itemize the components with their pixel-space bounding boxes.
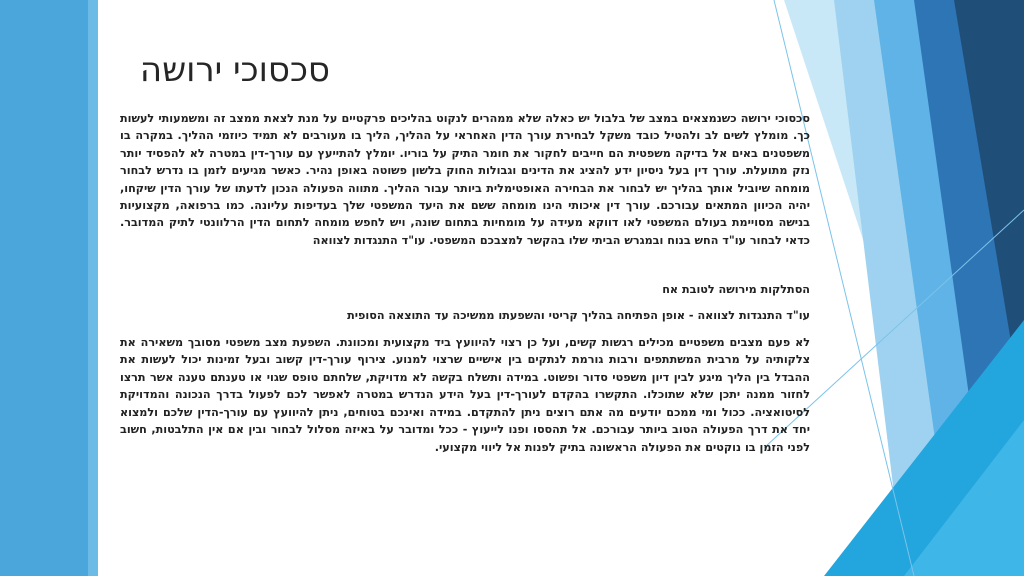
slide-body [120, 110, 810, 456]
left-decor-stripe [88, 0, 98, 576]
section-heading-1: הסתלקות מירושה לטובת אח [662, 283, 810, 297]
section-heading-2: עו"ד התנגדות לצוואה - אופן הפתיחה בהליך קריטי והשפעתו ממשיכה עד התוצאה הסופית [347, 308, 810, 322]
left-decor-band [0, 0, 96, 576]
page-title: סכסוכי ירושה [139, 50, 330, 90]
body-paragraph-1: סכסוכי ירושה כשנמצאים במצב של בלבול יש כאלה שלא ממהרים לנקוט בהליכים פרקטיים על מנת לצאת ממצב זה ומשמעותי לעשות כך. מומלץ לשים לב ולהטיל כובד משקל לבחירת עורך הדין האחראי על ההליך, הליך בו מעורבים לא תמיד כיוזמי ההליך. במקרה בו משפטנים באים אל בדיקה משפטית הם חייבים לחקור את חומר התיק על בוריו. יומלץ להתייעץ עם עורך-דין במטרה לא להפסיד יותר נזק מתועלת. עורך דין בעל ניסיון ידע להציג את הדינים וגבולות החוק בלשון פשוטה באופן נהיר. כאשר מגיעים לזמן בו נדרש לבחור מומחה שיוביל אותך בהליך יש לבחור את הבחירה האופטימלית ביותר עבור ההליך. מתווה הפעולה הנכון לדעתו של עורך הדין שיקחו, יהיה הכיוון המתאים עבורכם. עורך דין איכותי הינו מומחה ששם את היעד המשפטי שלך בעדיפות עליונה. כמו ברפואה, מקצועיות בנישה מסויימת בעולם המשפטי לאו דווקא מעידה על מומחיות בתחום שונה, ויש לחפש מומחה לתחום הדין הרלוונטי לתיק המדובר. כדאי לבחור עו"ד החש בנוח ובמגרש הביתי שלו בהקשר למצבכם המשפטי. עו"ד התנגדות לצוואה [120, 112, 810, 247]
body-paragraph-2: לא פעם מצבים משפטיים מכילים רגשות קשים, ועל כן רצוי להיוועץ ביד מקצועית ומכוונת. השפעת מצב משפטי מסובך משאירה את צלקותיה על מרבית המשתתפים ורבות גורמת לנתקים בין אישיים שרצוי למנוע. צירוף עורך-דין קשוב ובעל זמינות יכול לעשות את ההבדל בין הליך מיגע לבין דיון משפטי סדור ופשוט. במידה ותשלח בקשה לא מדויקת, שלחתם טופס שגוי או טענתם טענה אשר תרצו לחזור ממנה יתכן שלא שתוכלו. התקשרו בהקדם לעורך-דין בעל הידע הנדרש במטרה לאפשר לכם לפעול בדרך הנכונה והמדויקת לסיטואציה. ככול ומי ממכם יודעים מה אתם רוצים ניתן להתקדם. במידה ואינכם בטוחים, ניתן להיוועץ עם עורך-הדין שלכם ולמצוא יחד את דרך הפעולה הטוב ביותר עבורכם. אל תהססו ופנו לייעוץ - ככל ומדובר על באיזה מסלול לבחור ובין אם אין התלבטות, חשוב לפני הזמן בו נוקטים את הפעולה הראשונה בתיק לפנות אל ליווי מקצועי. [120, 336, 810, 454]
